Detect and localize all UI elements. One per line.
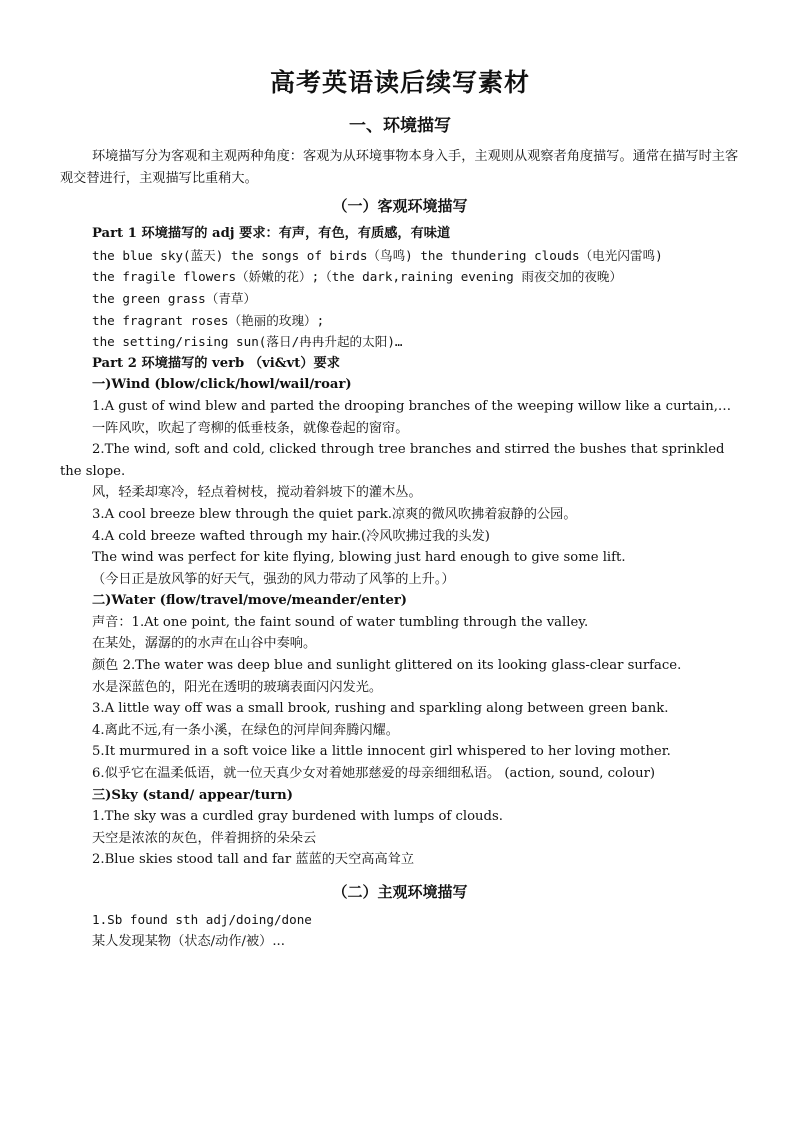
part2-heading: Part 2 环境描写的 verb （vi&vt）要求: [92, 355, 340, 371]
document-page: [60, 66, 740, 952]
adj-line: the fragrant roses（艳丽的玫瑰）;: [92, 312, 325, 328]
part1-heading: Part 1 环境描写的 adj 要求：有声，有色，有质感，有味道: [92, 226, 451, 242]
water-line: 5.It murmured in a soft voice like a little innocent girl whispered to her loving mother.: [92, 744, 671, 760]
wind-line: （今日正是放风筝的好天气，强劲的风力带动了风筝的上升。）: [92, 571, 455, 587]
wind-line: 2.The wind, soft and cold, clicked through tree branches and stirred the bushes that sprinkled the slope.: [60, 442, 725, 479]
section-heading-environment: 一、环境描写: [349, 116, 451, 136]
water-line: 6.似乎它在温柔低语，就一位天真少女对着她那慈爱的母亲细细私语。 (action, sound, colour): [92, 766, 656, 782]
subsection-heading-objective: （一）客观环境描写: [332, 197, 468, 216]
wind-line: The wind was perfect for kite flying, blowing just hard enough to give some lift.: [92, 550, 626, 566]
sky-heading: 三)Sky (stand/ appear/turn): [92, 787, 293, 803]
wind-line: 3.A cool breeze blew through the quiet park.凉爽的微风吹拂着寂静的公园。: [92, 506, 577, 522]
wind-line: 1.A gust of wind blew and parted the drooping branches of the weeping willow like a curtain,…: [92, 398, 732, 414]
adj-line: the setting/rising sun(落日/冉冉升起的太阳)…: [92, 334, 403, 350]
sky-line: 天空是浓浓的灰色，伴着拥挤的朵朵云: [92, 830, 317, 846]
wind-line: 一阵风吹，吹起了弯柳的低垂枝条，就像卷起的窗帘。: [92, 420, 409, 436]
wind-line: 风，轻柔却寒冷，轻点着树枝，搅动着斜坡下的灌木丛。: [92, 485, 422, 501]
water-line: 颜色 2.The water was deep blue and sunlight glittered on its looking glass-clear surface.: [92, 658, 682, 674]
sky-line: 2.Blue skies stood tall and far 蓝蓝的天空高高耸立: [92, 852, 415, 868]
subjective-line: 某人发现某物（状态/动作/被）...: [92, 933, 285, 949]
water-line: 3.A little way off was a small brook, rushing and sparkling along between green bank.: [92, 701, 669, 717]
water-line: 声音：1.At one point, the faint sound of water tumbling through the valley.: [92, 614, 589, 630]
subsection-heading-subjective: （二）主观环境描写: [332, 883, 468, 901]
water-heading: 二)Water (flow/travel/move/meander/enter): [92, 593, 408, 609]
water-line: 在某处，潺潺的的水声在山谷中奏响。: [92, 636, 317, 652]
page-title: 高考英语读后续写素材: [269, 68, 530, 97]
water-line: 4.离此不远,有一条小溪，在绿色的河岸间奔腾闪耀。: [92, 722, 399, 738]
adj-line: the blue sky(蓝天) the songs of birds（鸟鸣) the thundering clouds（电光闪雷鸣): [92, 247, 663, 263]
adj-line: the green grass（青草）: [92, 290, 257, 306]
wind-heading: 一)Wind (blow/click/howl/wail/roar): [92, 377, 352, 393]
adj-line: the fragile flowers（娇嫩的花）;（the dark,raining evening 雨夜交加的夜晚）: [92, 269, 623, 285]
water-line: 水是深蓝色的，阳光在透明的玻璃表面闪闪发光。: [92, 679, 383, 695]
subjective-line: 1.Sb found sth adj/doing/done: [92, 912, 312, 927]
wind-line: 4.A cold breeze wafted through my hair.(冷风吹拂过我的头发): [92, 528, 490, 544]
intro-paragraph: 环境描写分为客观和主观两种角度：客观为从环境事物本身入手，主观则从观察者角度描写。通常在描写时主客观交替进行，主观描写比重稍大。: [60, 149, 739, 186]
sky-line: 1.The sky was a curdled gray burdened with lumps of clouds.: [92, 809, 503, 825]
